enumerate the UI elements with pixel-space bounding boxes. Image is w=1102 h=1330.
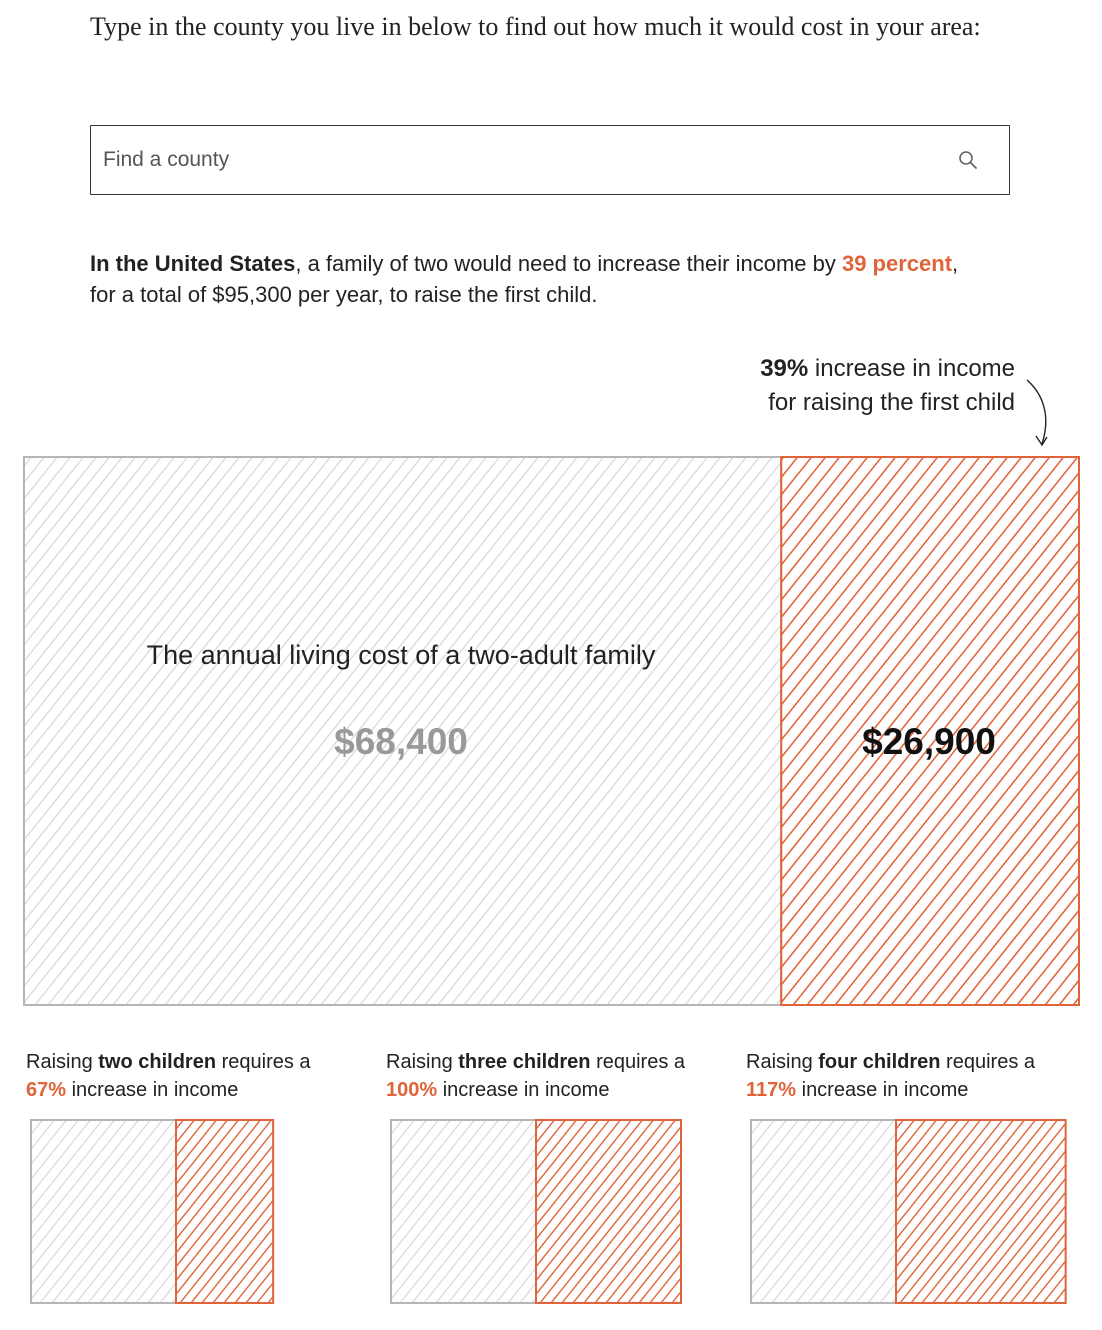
- added-segment: [386, 1120, 716, 1303]
- four-children-caption: [746, 1048, 1076, 1104]
- three-children-chart: [386, 1118, 716, 1318]
- caption-bold: three children: [458, 1051, 591, 1073]
- child-cost-value: $26,900: [862, 721, 996, 762]
- added-segment: [26, 1120, 356, 1303]
- annotation-line-2: for raising the first child: [768, 389, 1015, 416]
- base-cost-label: The annual living cost of a two-adult family: [146, 640, 656, 670]
- summary-text-after: , for a total of $95,300 per year, to raise the first child.: [90, 251, 959, 307]
- two-children-caption: [26, 1048, 356, 1104]
- summary-text-before: , a family of two would need to increase their income by: [295, 251, 842, 276]
- county-search-input[interactable]: [91, 126, 957, 194]
- caption-mid: requires a: [590, 1051, 686, 1073]
- caption-end: increase in income: [437, 1079, 610, 1101]
- caption-prefix: Raising: [746, 1051, 819, 1073]
- caption-percent: 117%: [746, 1079, 797, 1101]
- three-children-caption: [386, 1048, 716, 1104]
- caption-percent: 67%: [26, 1079, 67, 1101]
- intro-text: Type in the county you live in below to find out how much it would cost in your area:: [90, 12, 981, 41]
- caption-end: increase in income: [796, 1079, 969, 1101]
- two-children-chart: [26, 1118, 356, 1318]
- added-segment: [746, 1120, 1076, 1303]
- summary-percent: 39 percent: [841, 251, 953, 276]
- caption-mid: requires a: [940, 1051, 1035, 1073]
- caption-prefix: Raising: [26, 1051, 99, 1073]
- annotation-percent: 39%: [760, 355, 809, 382]
- caption-prefix: Raising: [386, 1051, 459, 1073]
- caption-percent: 100%: [386, 1079, 438, 1101]
- caption-mid: requires a: [216, 1051, 311, 1073]
- base-cost-value: $68,400: [334, 721, 468, 762]
- search-icon[interactable]: [957, 149, 979, 171]
- caption-bold: two children: [98, 1051, 217, 1073]
- county-search-box[interactable]: [90, 125, 1010, 195]
- four-children-chart: [746, 1118, 1076, 1318]
- annotation-line-1-rest: increase in income: [808, 355, 1015, 382]
- annotation-line-1: [760, 352, 1015, 386]
- three-children-panel: [386, 1048, 716, 1104]
- caption-bold: four children: [818, 1051, 941, 1073]
- four-children-panel: [746, 1048, 1076, 1104]
- summary-location: In the United States: [90, 251, 296, 276]
- curved-arrow-icon: [1025, 378, 1065, 450]
- two-children-panel: [26, 1048, 356, 1104]
- caption-end: increase in income: [66, 1079, 239, 1101]
- summary-sentence: [90, 248, 970, 310]
- increase-annotation: [760, 352, 1015, 420]
